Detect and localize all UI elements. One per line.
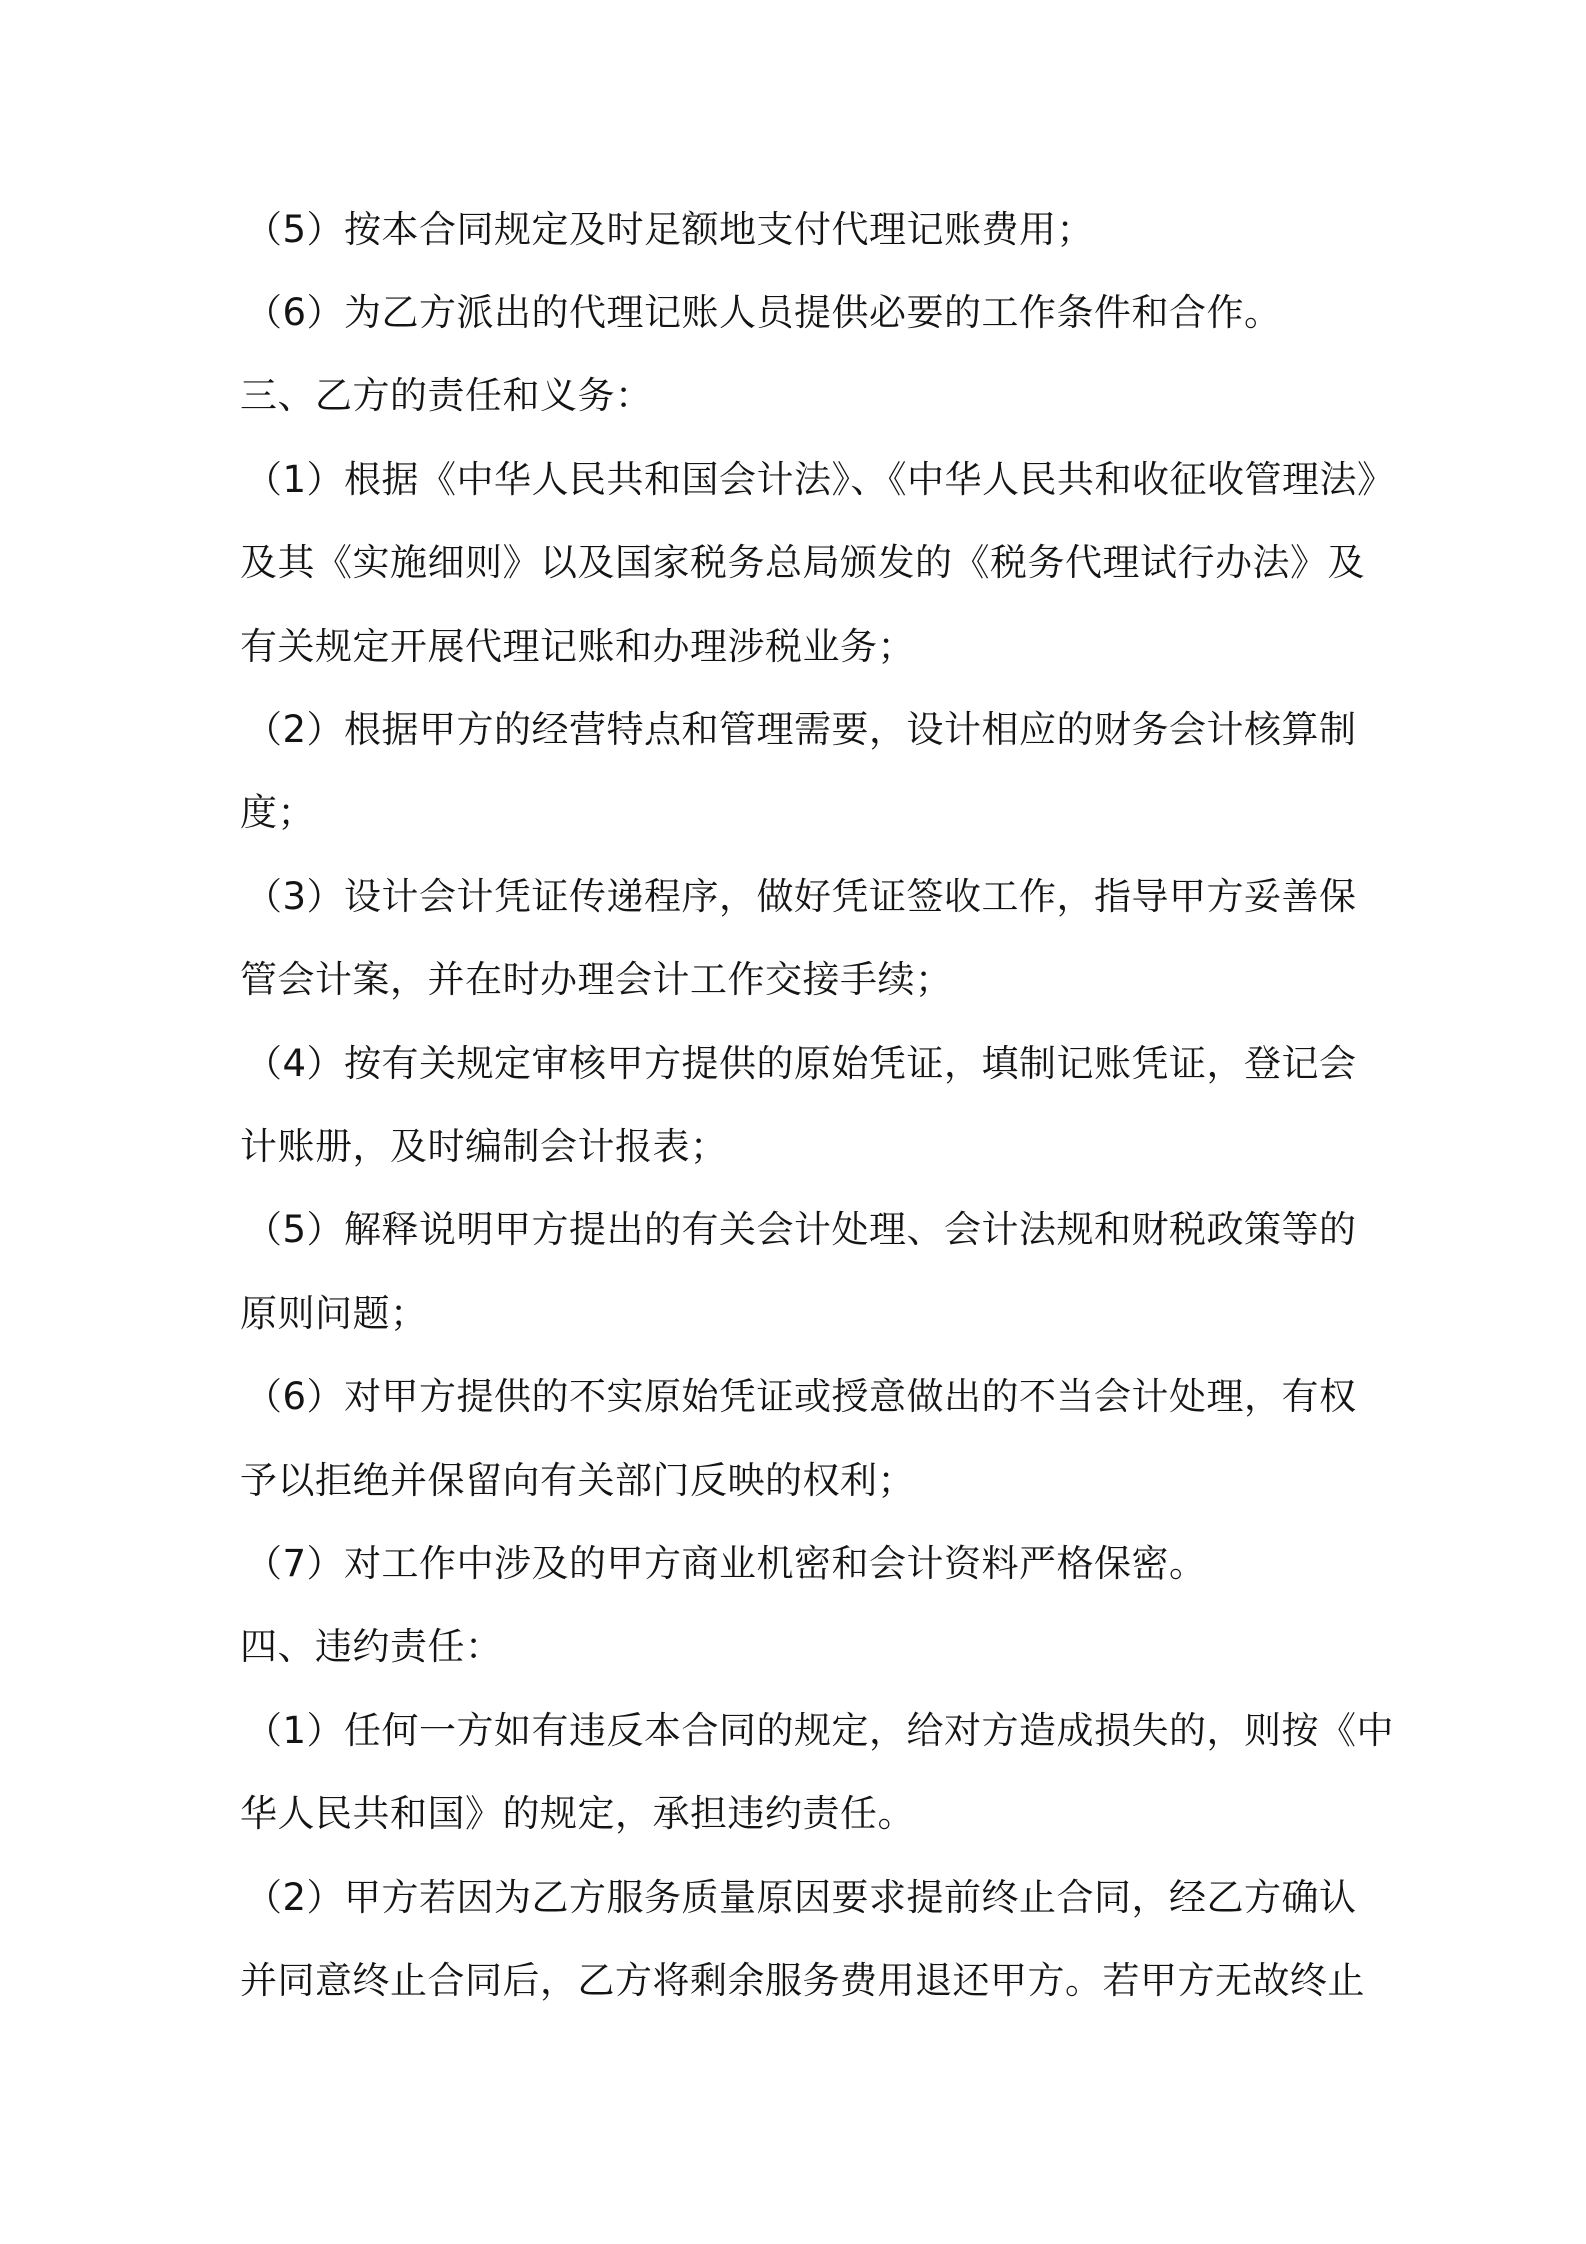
text-line: 并同意终止合同后，乙方将剩余服务费用退还甲方。若甲方无故终止 — [240, 1959, 1365, 2002]
text-line: 度； — [240, 791, 315, 834]
text-line: 原则问题； — [240, 1292, 428, 1335]
text-line: 及其《实施细则》以及国家税务总局颁发的《税务代理试行办法》及 — [240, 541, 1365, 584]
text-line: 管会计案，并在时办理会计工作交接手续； — [240, 958, 953, 1001]
text-line: （7）对工作中涉及的甲方商业机密和会计资料严格保密。 — [245, 1542, 1207, 1585]
text-line: （4）按有关规定审核甲方提供的原始凭证，填制记账凭证，登记会 — [245, 1042, 1357, 1085]
text-line: （1）根据《中华人民共和国会计法》、《中华人民共和收征收管理法》 — [245, 458, 1395, 501]
text-line: 华人民共和国》的规定，承担违约责任。 — [240, 1792, 915, 1835]
text-line: （3）设计会计凭证传递程序，做好凭证签收工作，指导甲方妥善保 — [245, 875, 1357, 918]
section-heading: 四、违约责任： — [240, 1625, 503, 1668]
text-line: （5）按本合同规定及时足额地支付代理记账费用； — [245, 208, 1095, 251]
section-heading: 三、乙方的责任和义务： — [240, 374, 653, 417]
text-line: （1）任何一方如有违反本合同的规定，给对方造成损失的，则按《中 — [245, 1709, 1395, 1752]
text-line: （5）解释说明甲方提出的有关会计处理、会计法规和财税政策等的 — [245, 1208, 1357, 1251]
text-line: 计账册，及时编制会计报表； — [240, 1125, 728, 1168]
text-line: （6）对甲方提供的不实原始凭证或授意做出的不当会计处理，有权 — [245, 1375, 1357, 1418]
text-line: （2）根据甲方的经营特点和管理需要，设计相应的财务会计核算制 — [245, 708, 1357, 751]
text-line: 有关规定开展代理记账和办理涉税业务； — [240, 625, 915, 668]
text-line: 予以拒绝并保留向有关部门反映的权利； — [240, 1459, 915, 1502]
text-line: （2）甲方若因为乙方服务质量原因要求提前终止合同，经乙方确认 — [245, 1876, 1357, 1919]
text-line: （6）为乙方派出的代理记账人员提供必要的工作条件和合作。 — [245, 291, 1282, 334]
